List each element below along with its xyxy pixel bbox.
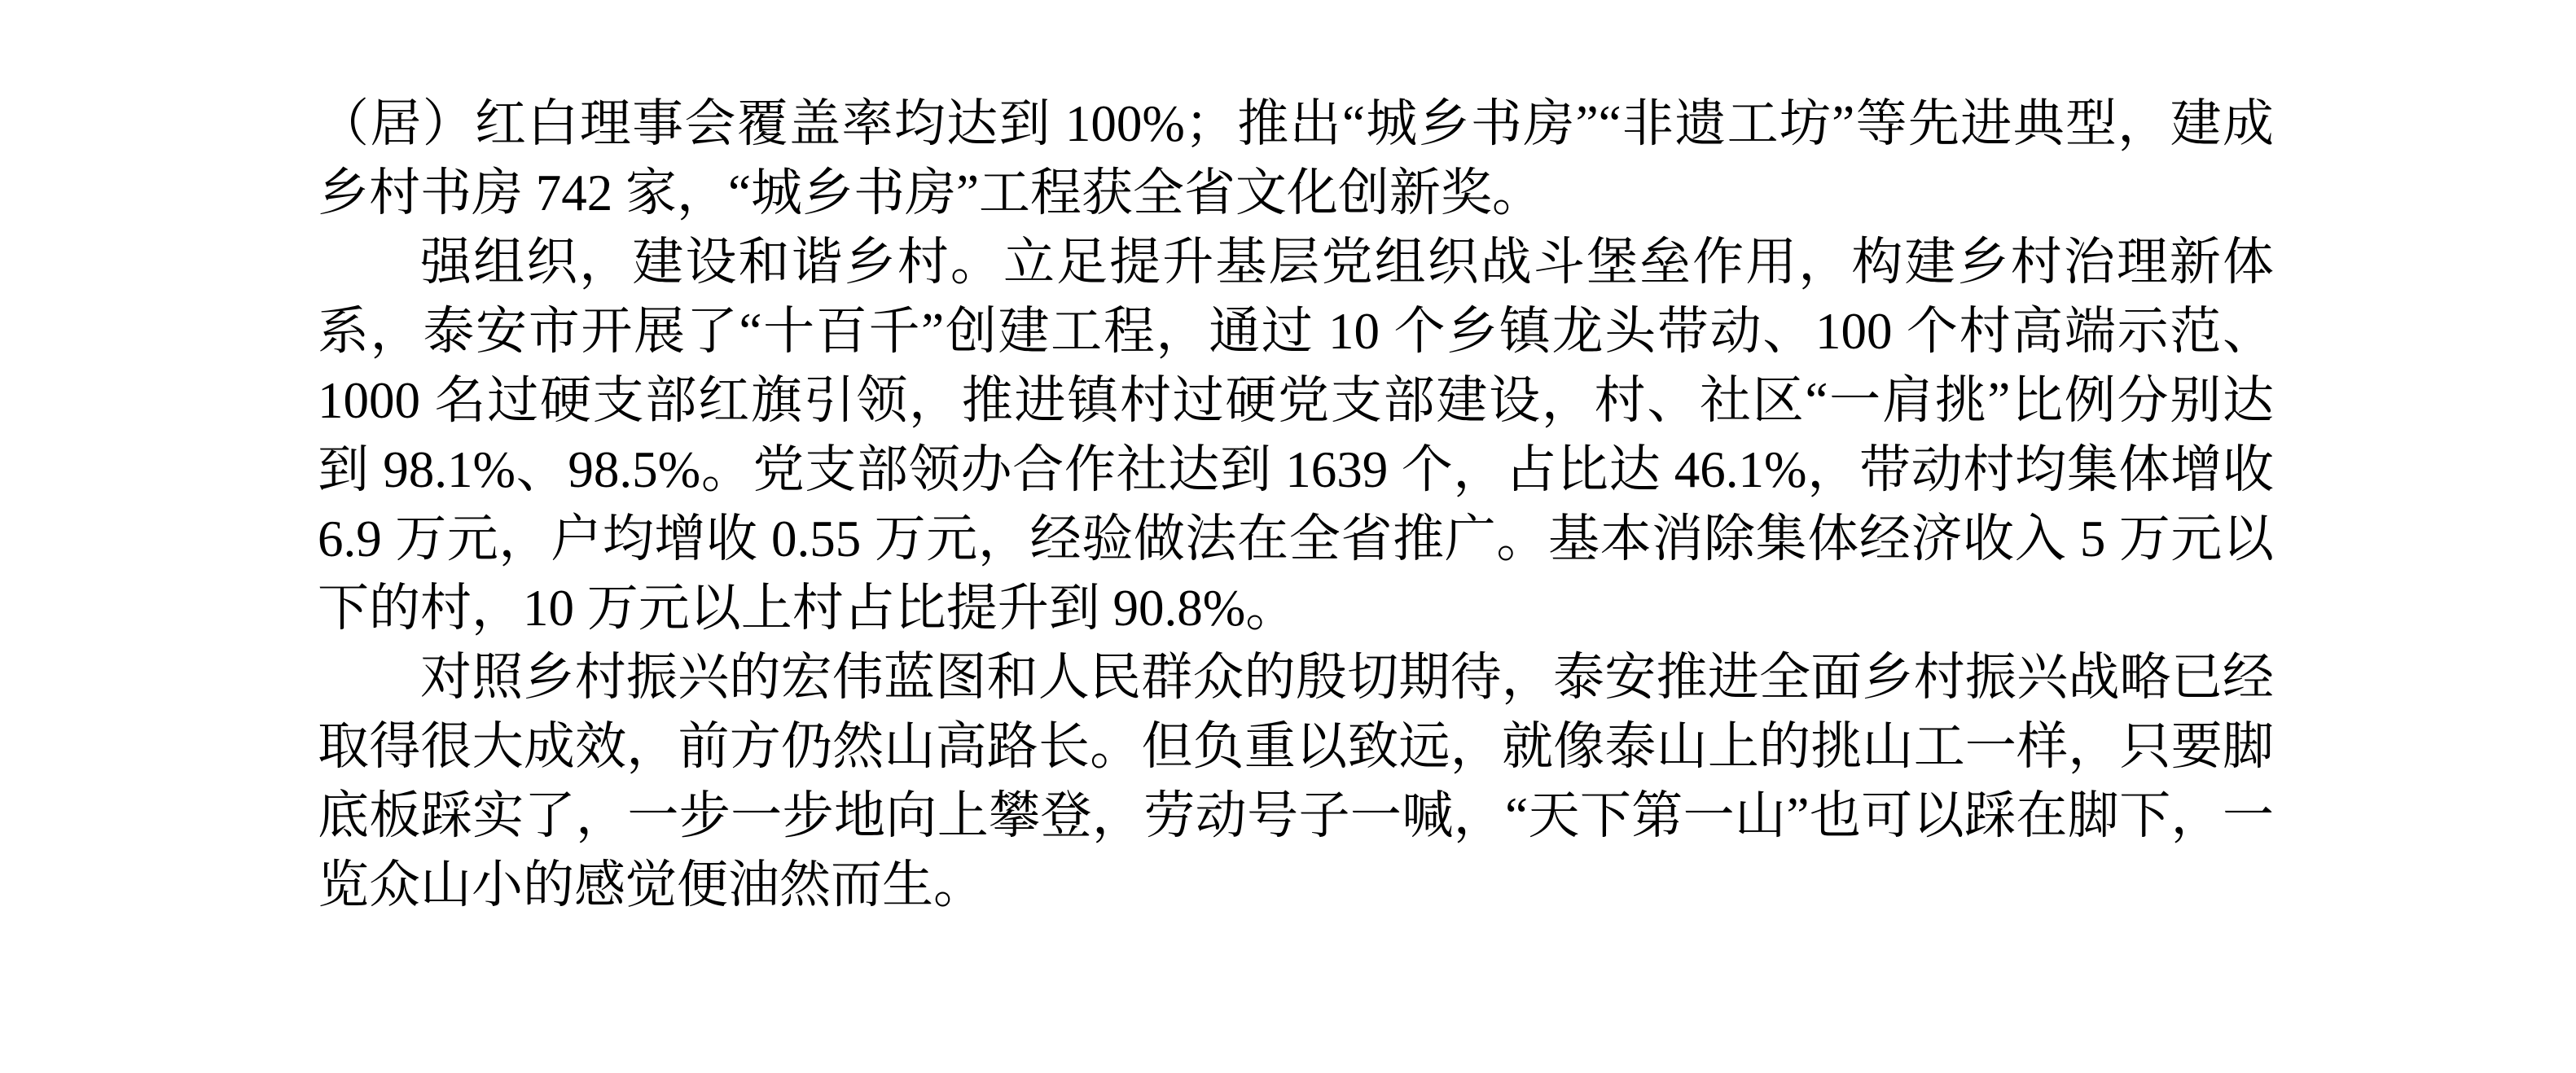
paragraph-strong-organization: 强组织，建设和谐乡村。立足提升基层党组织战斗堡垒作用，构建乡村治理新体系，泰安市开展了“十百千”创建工程，通过 10 个乡镇龙头带动、100 个村高端示范、1000 名过硬支部红旗引领，推进镇村过硬党支部建设，村、社区“一肩挑”比例分别达到 98.1%、98.5%。党支部领办合作社达到 1639 个，占比达 46.1%，带动村均集体增收 6.9 万元，户均增收 0.55 万元，经验做法在全省推广。基本消除集体经济收入 5 万元以下的村，10 万元以上村占比提升到 90.8%。 bbox=[318, 234, 2274, 637]
paragraph-conclusion: 对照乡村振兴的宏伟蓝图和人民群众的殷切期待，泰安推进全面乡村振兴战略已经取得很大成效，前方仍然山高路长。但负重以致远，就像泰山上的挑山工一样，只要脚底板踩实了，一步一步地向上攀登，劳动号子一喊，“天下第一山”也可以踩在脚下，一览众山小的感觉便油然而生。 bbox=[318, 649, 2274, 913]
document-text-block bbox=[318, 90, 2274, 920]
paragraph-continued: （居）红白理事会覆盖率均达到 100%；推出“城乡书房”“非遗工坊”等先进典型，建成乡村书房 742 家，“城乡书房”工程获全省文化创新奖。 bbox=[318, 95, 2274, 221]
